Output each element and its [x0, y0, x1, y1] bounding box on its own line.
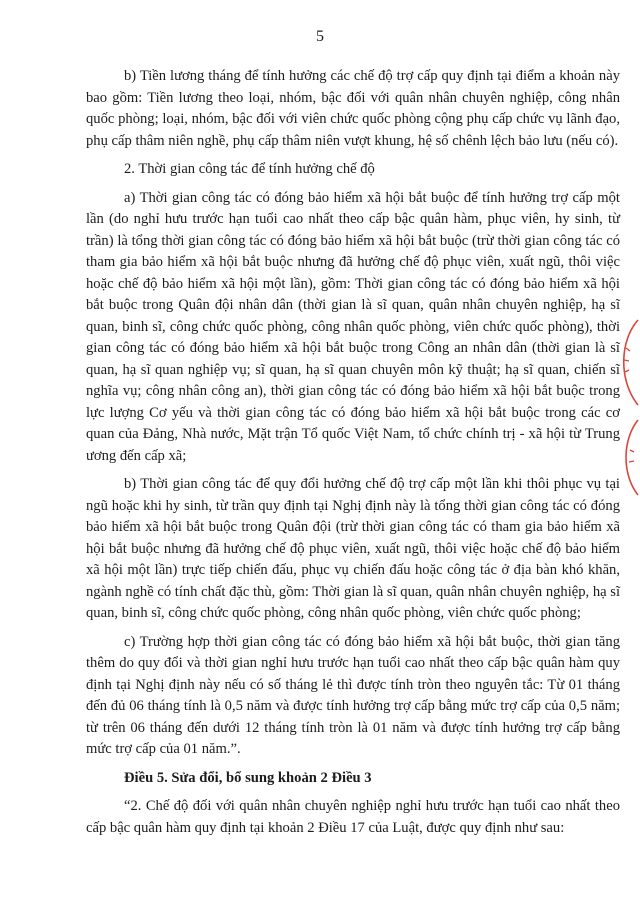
section-heading-thoi-gian-cong-tac: 2. Thời gian công tác để tính hưởng chế độ	[124, 161, 375, 177]
paragraph-b-tien-luong: b) Tiền lương tháng để tính hưởng các chế độ trợ cấp quy định tại điểm a khoản này bao gồm: Tiền lương theo loại, nhóm, bậc đối với quân nhân chuyên nghiệp, công nhân quốc phòng; loại, nhóm, bậc đối với viên chức quốc phòng cộng phụ cấp chức vụ lãnh đạo, phụ cấp thâm niên nghề, phụ cấp thâm niên vượt khung, hệ số chênh lệch bảo lưu (nếu có).	[86, 68, 620, 149]
paragraph-khoan-2: “2. Chế độ đối với quân nhân chuyên nghiệp nghỉ hưu trước hạn tuổi cao nhất theo cấp bậc quân hàm quy định tại khoản 2 Điều 17 của Luật, được quy định như sau:	[86, 798, 620, 836]
red-seal-stamp-fragment	[600, 300, 640, 520]
paragraph-c-lam-tron: c) Trường hợp thời gian công tác có đóng bảo hiểm xã hội bắt buộc, thời gian tăng thêm do quy đổi và thời gian nghỉ hưu trước hạn tuổi cao nhất theo cấp bậc quân hàm quy định tại Nghị định này nếu có số tháng lẻ thì được tính tròn theo nguyên tắc: Từ 01 tháng đến đủ 06 tháng tính là 0,5 năm và được tính hưởng trợ cấp bằng mức trợ cấp của 0,5 năm; từ trên 06 tháng đến dưới 12 tháng tính tròn là 01 năm và được tính hưởng trợ cấp bằng mức trợ cấp của 01 năm.”.	[86, 633, 620, 757]
paragraph-a-thoi-gian-dong-bhxh: a) Thời gian công tác có đóng bảo hiểm xã hội bắt buộc để tính hưởng trợ cấp một lần (do nghỉ hưu trước hạn tuổi cao nhất theo cấp bậc quân hàm, phục viên, hy sinh, từ trần) là tổng thời gian công tác có đóng bảo hiểm xã hội bắt buộc (trừ thời gian công tác có tham gia bảo hiểm xã hội bắt buộc nhưng đã hưởng chế độ phục viên, xuất ngũ, thôi việc hoặc chế độ bảo hiểm xã hội một lần), gồm: Thời gian công tác có đóng bảo hiểm xã hội bắt buộc trong Quân đội nhân dân (thời gian là sĩ quan, quân nhân chuyên nghiệp, hạ sĩ quan, binh sĩ, công chức quốc phòng, công nhân quốc phòng, viên chức quốc phòng), thời gian công tác có đóng bảo hiểm xã hội bắt buộc trong Công an nhân dân (thời gian là sĩ quan, hạ sĩ quan nghiệp vụ; sĩ quan, hạ sĩ quan chuyên môn kỹ thuật; hạ sĩ quan, chiến sĩ nghĩa vụ; công nhân công an), thời gian công tác có đóng bảo hiểm xã hội bắt buộc trong lực lượng Cơ yếu và thời gian công tác có đóng bảo hiểm xã hội bắt buộc trong các cơ quan của Đảng, Nhà nước, Mặt trận Tổ quốc Việt Nam, tổ chức chính trị - xã hội từ Trung ương đến cấp xã;	[86, 189, 620, 464]
seal-mark-2	[629, 450, 634, 462]
seal-arc-lower	[626, 420, 638, 495]
paragraph-b-thoi-gian-quy-doi: b) Thời gian công tác để quy đổi hưởng chế độ trợ cấp một lần khi thôi phục vụ tại ngũ hoặc khi hy sinh, từ trần quy định tại Nghị định này là tổng thời gian công tác có đóng bảo hiểm xã hội bắt buộc trong Quân đội (trừ thời gian công tác có tham gia bảo hiểm xã hội bắt buộc nhưng đã hưởng chế độ phục viên, xuất ngũ, thôi việc hoặc chế độ bảo hiểm xã hội một lần) trực tiếp chiến đấu, phục vụ chiến đấu hoặc công tác ở địa bàn khó khăn, ngành nghề có tính chất đặc thù, gồm: Thời gian là sĩ quan, quân nhân chuyên nghiệp, hạ sĩ quan, binh sĩ, công chức quốc phòng, công nhân quốc phòng, viên chức quốc phòng;	[86, 476, 620, 621]
document-body	[86, 66, 620, 846]
page-number: 5	[316, 28, 324, 45]
article-heading-dieu-5: Điều 5. Sửa đổi, bổ sung khoản 2 Điều 3	[124, 769, 372, 786]
seal-arc-upper	[624, 320, 638, 405]
